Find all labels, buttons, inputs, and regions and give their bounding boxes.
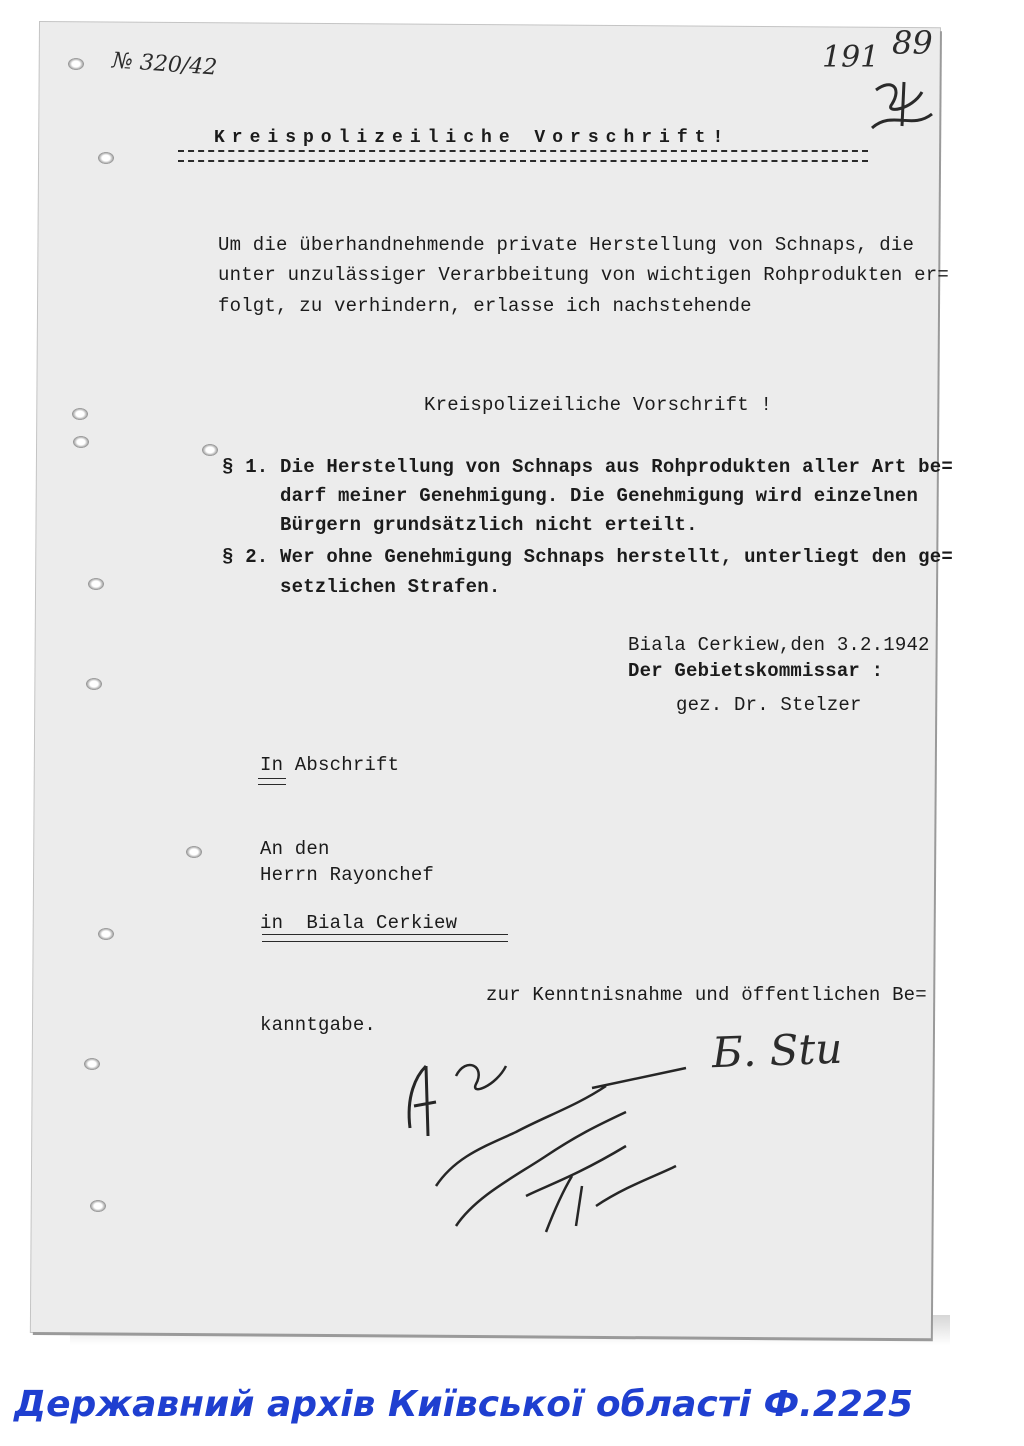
- punch-hole: [202, 444, 218, 456]
- intro-line: unter unzulässiger Verarbbeitung von wichtigen Rohprodukten er=: [218, 264, 949, 286]
- punch-hole: [88, 578, 104, 590]
- addressee-underline: [262, 934, 508, 942]
- punch-hole: [72, 408, 88, 420]
- punch-hole: [86, 678, 102, 690]
- punch-hole: [186, 846, 202, 858]
- archive-caption: Державний архів Київської області Ф.2225: [14, 1384, 914, 1425]
- closing-line: zur Kenntnisnahme und öffentlichen Be=: [486, 984, 927, 1006]
- intro-line: Um die überhandnehmende private Herstellung von Schnaps, die: [218, 234, 915, 256]
- section-heading: Kreispolizeiliche Vorschrift !: [424, 394, 773, 416]
- place-and-date: Biala Cerkiew,den 3.2.1942: [628, 634, 930, 656]
- handwritten-signature: Б. Stu: [711, 1023, 844, 1078]
- title-underline: [178, 160, 868, 162]
- copy-note-underline: [258, 778, 286, 785]
- paragraph-2-line: § 2. Wer ohne Genehmigung Schnaps herstellt, unterliegt den ge=: [222, 546, 953, 568]
- punch-hole: [68, 58, 84, 70]
- paragraph-1-line: § 1. Die Herstellung von Schnaps aus Rohprodukten aller Art be=: [222, 456, 953, 478]
- signed-by: gez. Dr. Stelzer: [676, 694, 862, 716]
- closing-line: kanntgabe.: [260, 1014, 377, 1036]
- archive-number: № 320/42: [111, 48, 218, 81]
- copy-note: In Abschrift: [260, 754, 400, 776]
- punch-hole: [90, 1200, 106, 1212]
- folio-number-new: 191: [822, 40, 880, 75]
- paragraph-1-line: Bürgern grundsätzlich nicht erteilt.: [222, 514, 698, 536]
- addressee-line: in Biala Cerkiew: [260, 912, 458, 934]
- paragraph-2-line: setzlichen Strafen.: [222, 576, 501, 598]
- folio-number-old: 89: [892, 24, 933, 62]
- punch-hole: [98, 152, 114, 164]
- punch-hole: [84, 1058, 100, 1070]
- punch-hole: [73, 436, 89, 448]
- struck-folio-mark: [862, 70, 942, 140]
- document-title: Kreispolizeiliche Vorschrift!: [214, 128, 731, 148]
- handwritten-resolution: [396, 1036, 696, 1236]
- punch-hole: [98, 928, 114, 940]
- commissioner-title: Der Gebietskommissar :: [628, 660, 884, 682]
- addressee-line: An den: [260, 838, 330, 860]
- paragraph-1-line: darf meiner Genehmigung. Die Genehmigung wird einzelnen: [222, 485, 919, 507]
- addressee-line: Herrn Rayonchef: [260, 864, 435, 886]
- title-underline: [178, 150, 868, 152]
- intro-line: folgt, zu verhindern, erlasse ich nachstehende: [218, 295, 752, 317]
